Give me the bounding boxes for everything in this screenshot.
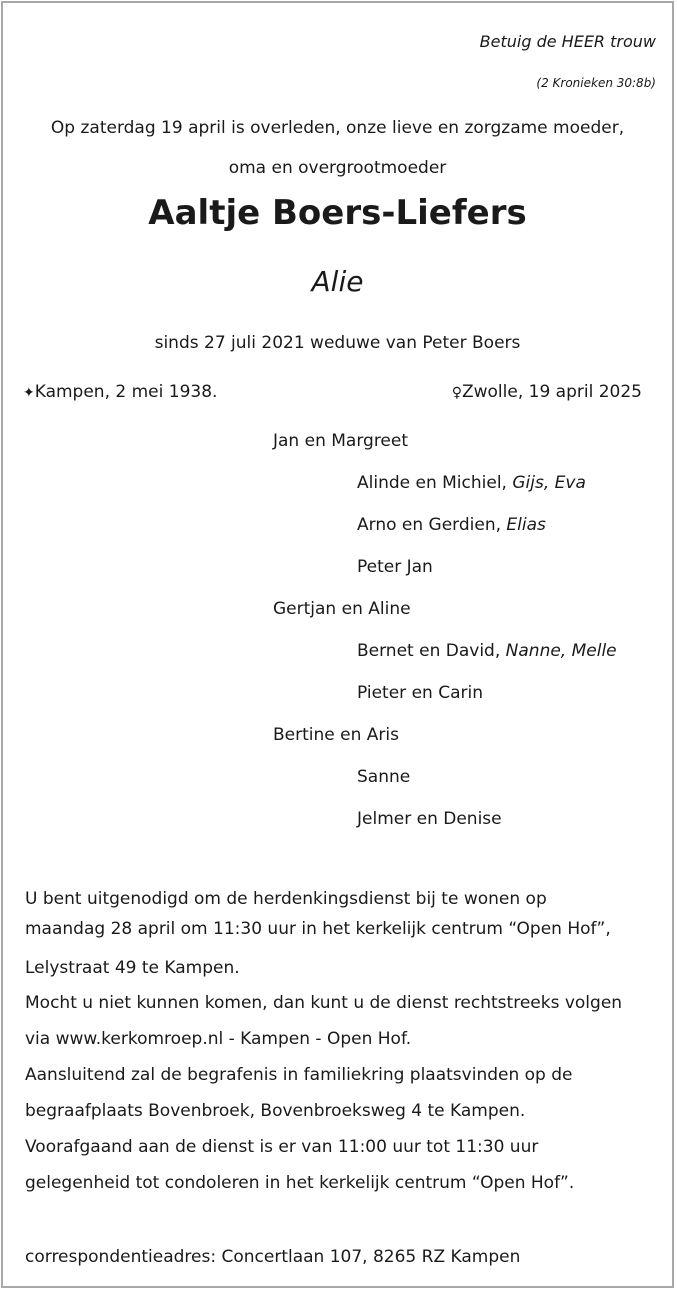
death-text: Zwolle, 19 april 2025 <box>461 382 642 402</box>
family-member-row <box>357 515 546 535</box>
family-member-row <box>357 683 483 703</box>
grandchildren-names: Gijs, Eva <box>512 473 586 493</box>
deceased-nickname: Alie <box>311 265 364 298</box>
family-member-name: Sanne <box>357 767 411 787</box>
family-member-row <box>357 557 433 577</box>
family-member-name: Gertjan en Aline <box>273 599 411 619</box>
family-member-name: Arno en Gerdien, <box>357 515 507 535</box>
widow-line: sinds 27 juli 2021 weduwe van Peter Boers <box>154 333 521 353</box>
family-member-name: Bertine en Aris <box>273 725 399 745</box>
service-text-line: maandag 28 april om 11:30 uur in het kerkelijk centrum “Open Hof”, <box>25 919 611 939</box>
family-member-row <box>273 599 411 619</box>
service-text-line: Lelystraat 49 te Kampen. <box>25 958 240 978</box>
family-list <box>3 431 672 851</box>
family-member-name: Bernet en David, <box>357 641 506 661</box>
grandchildren-names: Elias <box>506 515 546 535</box>
bible-verse: Betuig de HEER trouw <box>479 32 656 51</box>
announcement-line-1: Op zaterdag 19 april is overleden, onze lieve en zorgzame moeder, <box>50 118 625 138</box>
bible-verse-reference: (2 Kronieken 30:8b) <box>536 76 656 90</box>
family-member-row <box>357 641 617 661</box>
family-member-name: Alinde en Michiel, <box>357 473 513 493</box>
service-text-line: via www.kerkomroep.nl - Kampen - Open Hof. <box>25 1029 412 1049</box>
family-member-row <box>357 767 410 787</box>
family-member-name: Pieter en Carin <box>357 683 483 703</box>
service-text-line: U bent uitgenodigd om de herdenkingsdienst bij te wonen op <box>25 889 547 909</box>
correspondence-address: correspondentieadres: Concertlaan 107, 8265 RZ Kampen <box>25 1247 521 1267</box>
star-birth-icon: ✦ <box>23 385 35 401</box>
family-member-name: Peter Jan <box>357 557 433 577</box>
family-member-row <box>357 473 586 493</box>
family-member-row <box>357 809 502 829</box>
birth-text: Kampen, 2 mei 1938. <box>34 382 218 402</box>
death-info <box>452 382 642 402</box>
announcement-line-2: oma en overgrootmoeder <box>228 158 447 178</box>
family-member-row <box>273 725 399 745</box>
service-text-line: gelegenheid tot condoleren in het kerkelijk centrum “Open Hof”. <box>25 1173 575 1193</box>
deceased-full-name: Aaltje Boers-Liefers <box>148 193 527 233</box>
service-text-line: Mocht u niet kunnen komen, dan kunt u de dienst rechtstreeks volgen <box>25 993 623 1013</box>
birth-info <box>23 382 217 402</box>
family-member-row <box>273 431 408 451</box>
service-text-line: begraafplaats Bovenbroek, Bovenbroeksweg 4 te Kampen. <box>25 1101 526 1121</box>
service-text-line: Aansluitend zal de begrafenis in familiekring plaatsvinden op de <box>25 1065 573 1085</box>
family-member-name: Jelmer en Denise <box>357 809 502 829</box>
death-notice-card <box>1 1 674 1288</box>
grandchildren-names: Nanne, Melle <box>505 641 617 661</box>
death-symbol-icon: ♀ <box>451 385 462 401</box>
family-member-name: Jan en Margreet <box>273 431 409 451</box>
service-text-line: Voorafgaand aan de dienst is er van 11:00 uur tot 11:30 uur <box>25 1137 539 1157</box>
